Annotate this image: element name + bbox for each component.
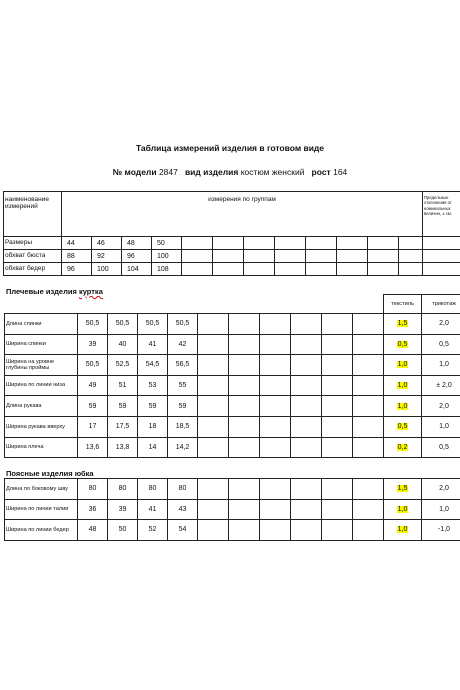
name-header: наименование измерений (4, 192, 62, 237)
table-row (5, 396, 460, 417)
table-row (4, 263, 460, 276)
empty-cell (244, 237, 275, 250)
empty-cell (322, 499, 353, 520)
row-value: 18,5 (168, 416, 198, 437)
empty-cell (182, 250, 213, 263)
empty-cell (182, 237, 213, 250)
table-row (5, 314, 460, 335)
empty-cell (337, 250, 368, 263)
knit-tolerance: 0,5 (422, 437, 460, 458)
row-value: 17 (78, 416, 108, 437)
empty-cell (198, 520, 229, 541)
row-value: 100 (92, 263, 122, 276)
table-row (5, 355, 460, 376)
empty-cell (291, 437, 322, 458)
model-label: № модели (112, 167, 157, 177)
empty-cell (291, 355, 322, 376)
row-value: 88 (62, 250, 92, 263)
empty-cell (198, 416, 229, 437)
empty-cell (260, 355, 291, 376)
knit-tolerance: 1,0 (422, 355, 460, 376)
table-row (5, 375, 460, 396)
height-label: рост (311, 167, 331, 177)
textile-tolerance (384, 334, 422, 355)
row-label: Длина по боковому шву (5, 479, 78, 500)
textile-tolerance (384, 520, 422, 541)
knit-tolerance: 1,0 (422, 499, 460, 520)
empty-cell (229, 375, 260, 396)
row-value: 53 (138, 375, 168, 396)
textile-tolerance (384, 355, 422, 376)
highlighted-value: 1,0 (397, 526, 408, 534)
tolerance-header: Предельные отклонения от номинальных величин, ± см. (423, 192, 460, 237)
knit-tolerance: 0,5 (422, 334, 460, 355)
empty-cell (291, 334, 322, 355)
row-label: Длина рукава (5, 396, 78, 417)
knit-tolerance: -1,0 (422, 520, 460, 541)
empty-cell (322, 355, 353, 376)
empty-cell (229, 334, 260, 355)
empty-cell (198, 355, 229, 376)
empty-cell (353, 314, 384, 335)
empty-cell (353, 479, 384, 500)
model-number: 2847 (158, 167, 178, 177)
row-label: Ширина по линии низа (5, 375, 78, 396)
highlighted-value: 0,2 (397, 443, 408, 451)
highlighted-value: 1,5 (397, 485, 408, 493)
row-value: 18 (138, 416, 168, 437)
highlighted-value: 1,0 (397, 382, 408, 390)
empty-cell (198, 375, 229, 396)
row-value: 104 (122, 263, 152, 276)
highlighted-value: 1,0 (397, 505, 408, 513)
highlighted-value: 1,0 (397, 402, 408, 410)
highlighted-value: 0,5 (397, 340, 408, 348)
row-value: 50,5 (138, 314, 168, 335)
empty-cell (229, 437, 260, 458)
row-value: 14 (138, 437, 168, 458)
empty-cell (213, 237, 244, 250)
row-label: Длина спинки (5, 314, 78, 335)
empty-cell (353, 396, 384, 417)
empty-cell (229, 416, 260, 437)
table-row (4, 237, 460, 250)
row-value: 40 (108, 334, 138, 355)
empty-cell (260, 334, 291, 355)
empty-cell (275, 263, 306, 276)
empty-cell (291, 499, 322, 520)
section1-table (4, 294, 460, 458)
groups-header-row (4, 192, 460, 237)
row-value: 14,2 (168, 437, 198, 458)
row-value: 51 (108, 375, 138, 396)
table-row (5, 437, 460, 458)
row-value: 54 (168, 520, 198, 541)
empty-cell (353, 355, 384, 376)
row-value: 46 (92, 237, 122, 250)
row-value: 80 (168, 479, 198, 500)
table-row (5, 416, 460, 437)
row-value: 54,5 (138, 355, 168, 376)
table-row (5, 499, 460, 520)
row-value: 50 (152, 237, 182, 250)
empty-cell (260, 314, 291, 335)
textile-tolerance (384, 416, 422, 437)
row-value: 100 (152, 250, 182, 263)
row-value: 48 (78, 520, 108, 541)
row-label: Ширина по линии бедер (5, 520, 78, 541)
empty-cell (322, 520, 353, 541)
empty-cell (198, 314, 229, 335)
groups-header: измерения по группам (62, 192, 423, 237)
section1-header-row (5, 295, 460, 314)
row-value: 42 (168, 334, 198, 355)
section2-title: Поясные изделия юбка (6, 469, 94, 478)
textile-tolerance (384, 437, 422, 458)
empty-cell (198, 479, 229, 500)
row-value: 50,5 (78, 314, 108, 335)
row-value: 39 (108, 499, 138, 520)
section2-table (4, 478, 460, 541)
highlighted-value: 0,5 (397, 423, 408, 431)
empty-cell (423, 237, 460, 250)
col-knit: трикотаж (422, 295, 460, 314)
empty-cell (353, 416, 384, 437)
empty-cell (260, 479, 291, 500)
empty-cell (229, 396, 260, 417)
col-textile: текстиль (384, 295, 422, 314)
empty-cell (213, 263, 244, 276)
row-value: 92 (92, 250, 122, 263)
kind-value: костюм женский (240, 167, 305, 177)
empty-cell (182, 263, 213, 276)
row-value: 80 (138, 479, 168, 500)
empty-cell (306, 250, 337, 263)
textile-tolerance (384, 375, 422, 396)
knit-tolerance: 2,0 (422, 479, 460, 500)
empty-cell (229, 479, 260, 500)
empty-cell (291, 314, 322, 335)
row-label: Ширина на уровне глубины проймы (5, 355, 78, 376)
row-value: 56,5 (168, 355, 198, 376)
row-value: 41 (138, 334, 168, 355)
row-value: 108 (152, 263, 182, 276)
row-label: Ширина по линии талии (5, 499, 78, 520)
empty-cell (399, 263, 423, 276)
knit-tolerance: ± 2,0 (422, 375, 460, 396)
empty-cell (368, 237, 399, 250)
row-value: 80 (108, 479, 138, 500)
empty-cell (229, 314, 260, 335)
empty-cell (399, 237, 423, 250)
row-value: 96 (122, 250, 152, 263)
empty-cell (275, 250, 306, 263)
empty-cell (260, 499, 291, 520)
knit-tolerance: 2,0 (422, 396, 460, 417)
row-label: Ширина плеча (5, 437, 78, 458)
empty-cell (229, 499, 260, 520)
empty-cell (423, 263, 460, 276)
empty-cell (322, 437, 353, 458)
document-title: Таблица измерений изделия в готовом виде (135, 143, 325, 153)
model-line (0, 167, 460, 177)
empty-cell (368, 263, 399, 276)
empty-cell (337, 237, 368, 250)
empty-cell (198, 396, 229, 417)
row-value: 48 (122, 237, 152, 250)
empty-cell (399, 250, 423, 263)
row-value: 59 (168, 396, 198, 417)
empty-cell (291, 520, 322, 541)
section1-title-prefix: Плечевые изделия (6, 287, 79, 296)
empty-cell (291, 479, 322, 500)
row-value: 52 (138, 520, 168, 541)
empty-cell (198, 334, 229, 355)
row-value: 59 (78, 396, 108, 417)
empty-cell (353, 520, 384, 541)
empty-cell (322, 479, 353, 500)
empty-cell (353, 375, 384, 396)
row-label: обхват бюста (4, 250, 62, 263)
empty-cell (353, 437, 384, 458)
row-value: 59 (108, 396, 138, 417)
empty-cell (260, 396, 291, 417)
knit-tolerance: 2,0 (422, 314, 460, 335)
textile-tolerance (384, 479, 422, 500)
row-value: 59 (138, 396, 168, 417)
empty-cell (368, 250, 399, 263)
kind-label: вид изделия (184, 167, 239, 177)
row-value: 36 (78, 499, 108, 520)
table-row (5, 334, 460, 355)
empty-cell (322, 314, 353, 335)
row-label: обхват бедер (4, 263, 62, 276)
row-value: 39 (78, 334, 108, 355)
highlighted-value: 1,5 (397, 320, 408, 328)
empty-cell (353, 499, 384, 520)
row-value: 50,5 (108, 314, 138, 335)
row-value: 50 (108, 520, 138, 541)
empty-cell (260, 437, 291, 458)
empty-cell (213, 250, 244, 263)
row-value: 43 (168, 499, 198, 520)
empty-cell (291, 396, 322, 417)
empty-cell (229, 520, 260, 541)
height-value: 164 (333, 167, 348, 177)
empty-cell (260, 416, 291, 437)
table-row (5, 479, 460, 500)
empty-cell (423, 250, 460, 263)
textile-tolerance (384, 314, 422, 335)
table-row (4, 250, 460, 263)
empty-cell (291, 416, 322, 437)
section1-title-word: куртка (78, 287, 103, 296)
empty-cell (260, 520, 291, 541)
textile-tolerance (384, 396, 422, 417)
empty-cell (306, 263, 337, 276)
empty-cell (306, 237, 337, 250)
groups-table (3, 191, 460, 276)
row-value: 80 (78, 479, 108, 500)
table-row (5, 520, 460, 541)
row-value: 13,6 (78, 437, 108, 458)
row-label: Ширина спинки (5, 334, 78, 355)
empty-cell (322, 416, 353, 437)
empty-cell (229, 355, 260, 376)
row-value: 49 (78, 375, 108, 396)
empty-cell (244, 263, 275, 276)
empty-cell (322, 375, 353, 396)
row-value: 41 (138, 499, 168, 520)
row-value: 13,8 (108, 437, 138, 458)
empty-cell (198, 437, 229, 458)
row-value: 50,5 (78, 355, 108, 376)
row-value: 52,5 (108, 355, 138, 376)
row-value: 96 (62, 263, 92, 276)
empty-cell (275, 237, 306, 250)
knit-tolerance: 1,0 (422, 416, 460, 437)
empty-cell (322, 396, 353, 417)
empty-cell (291, 375, 322, 396)
row-value: 44 (62, 237, 92, 250)
row-value: 17,5 (108, 416, 138, 437)
row-value: 50,5 (168, 314, 198, 335)
textile-tolerance (384, 499, 422, 520)
empty-cell (244, 250, 275, 263)
empty-cell (260, 375, 291, 396)
empty-cell (198, 499, 229, 520)
empty-cell (353, 334, 384, 355)
row-label: Размеры (4, 237, 62, 250)
empty-cell (337, 263, 368, 276)
empty-cell (322, 334, 353, 355)
row-value: 55 (168, 375, 198, 396)
highlighted-value: 1,0 (397, 361, 408, 369)
row-label: Ширина рукава вверху (5, 416, 78, 437)
